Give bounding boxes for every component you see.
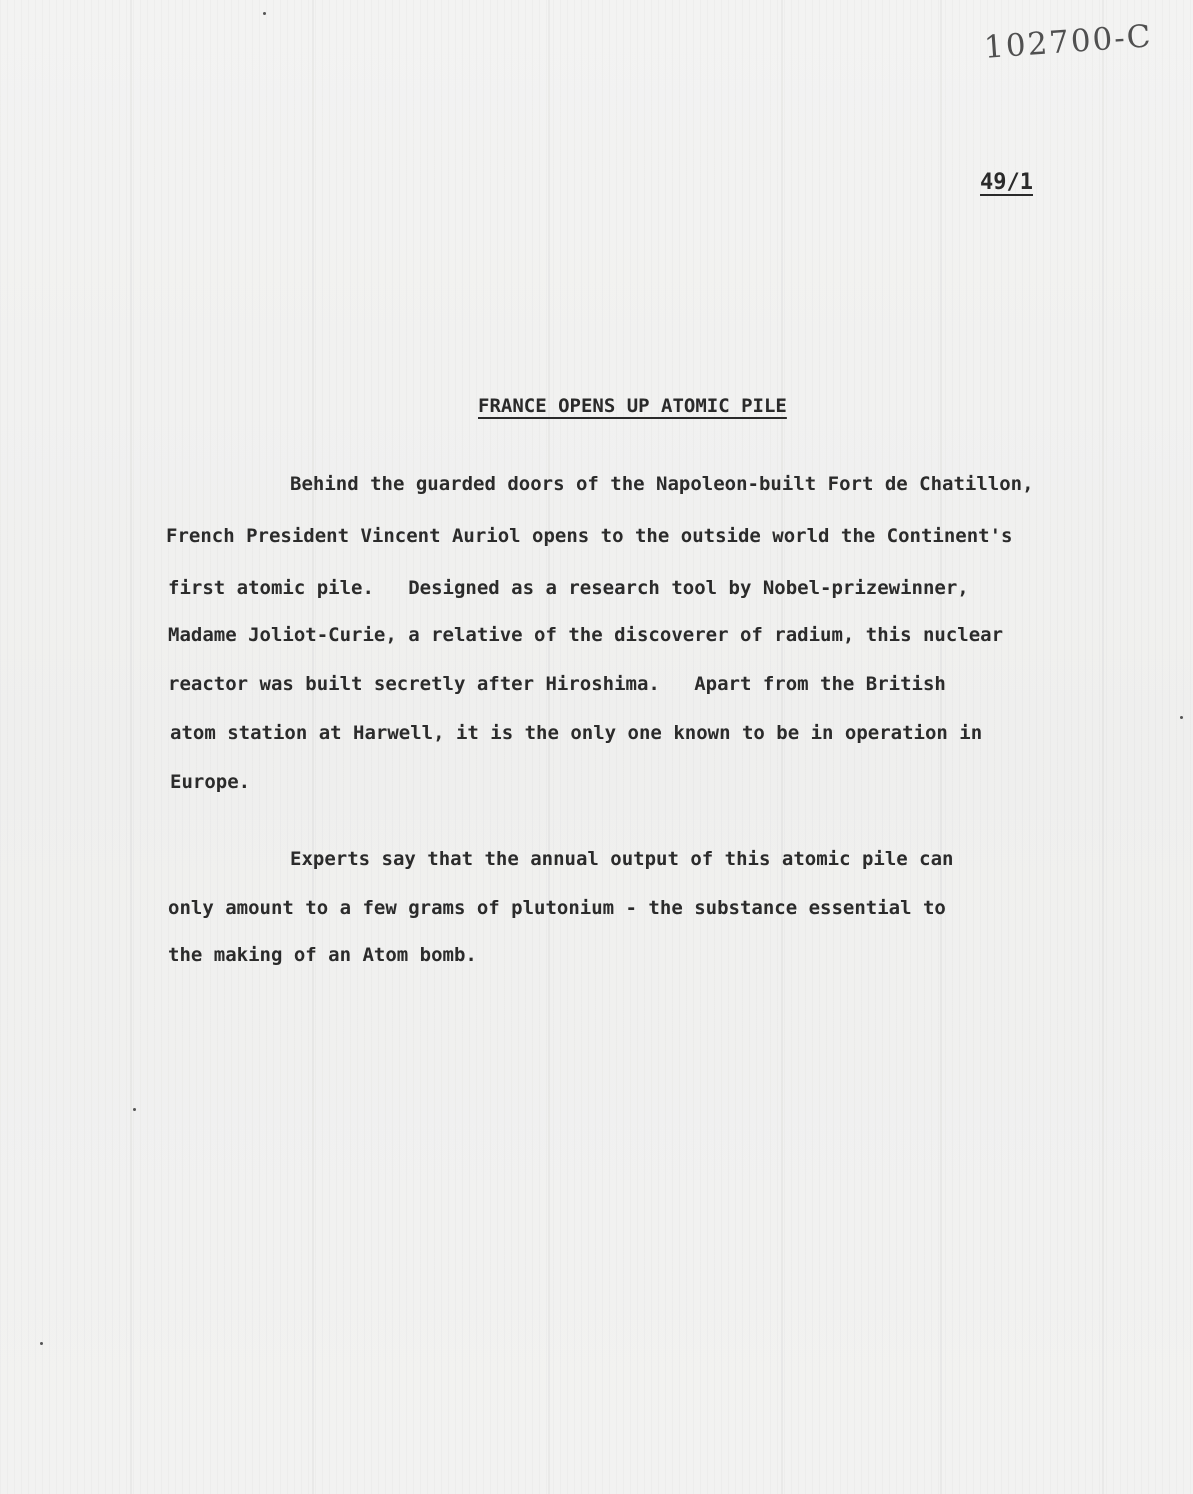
scan-streak [548, 0, 550, 1494]
scan-speck [40, 1342, 43, 1345]
paragraph-2-line: only amount to a few grams of plutonium - the substance essential to [168, 897, 946, 919]
scan-streak [312, 0, 314, 1494]
paragraph-1-line: Madame Joliot-Curie, a relative of the discoverer of radium, this nuclear [168, 624, 1004, 646]
scan-streak [781, 0, 783, 1494]
scan-streak [1102, 0, 1104, 1494]
scan-streak [130, 0, 132, 1494]
paragraph-1-line: Europe. [170, 771, 251, 793]
scan-speck [133, 1108, 136, 1111]
handwritten-reference-number: 102700-C [982, 18, 1154, 66]
paragraph-1-line: atom station at Harwell, it is the only one known to be in operation in [170, 722, 983, 744]
document-title: FRANCE OPENS UP ATOMIC PILE [478, 395, 787, 417]
paragraph-1-line: reactor was built secretly after Hiroshima. Apart from the British [168, 673, 946, 695]
paragraph-2-line: the making of an Atom bomb. [168, 944, 477, 966]
paragraph-1-line: first atomic pile. Designed as a research tool by Nobel-prizewinner, [168, 577, 969, 599]
page-reference: 49/1 [980, 170, 1033, 195]
paragraph-1-line: Behind the guarded doors of the Napoleon-built Fort de Chatillon, [290, 473, 1034, 495]
scan-speck [263, 12, 266, 15]
paragraph-1-line: French President Vincent Auriol opens to the outside world the Continent's [166, 525, 1013, 547]
scan-speck [1180, 716, 1183, 719]
paragraph-2-line: Experts say that the annual output of this atomic pile can [290, 848, 954, 870]
scan-streak [940, 0, 942, 1494]
